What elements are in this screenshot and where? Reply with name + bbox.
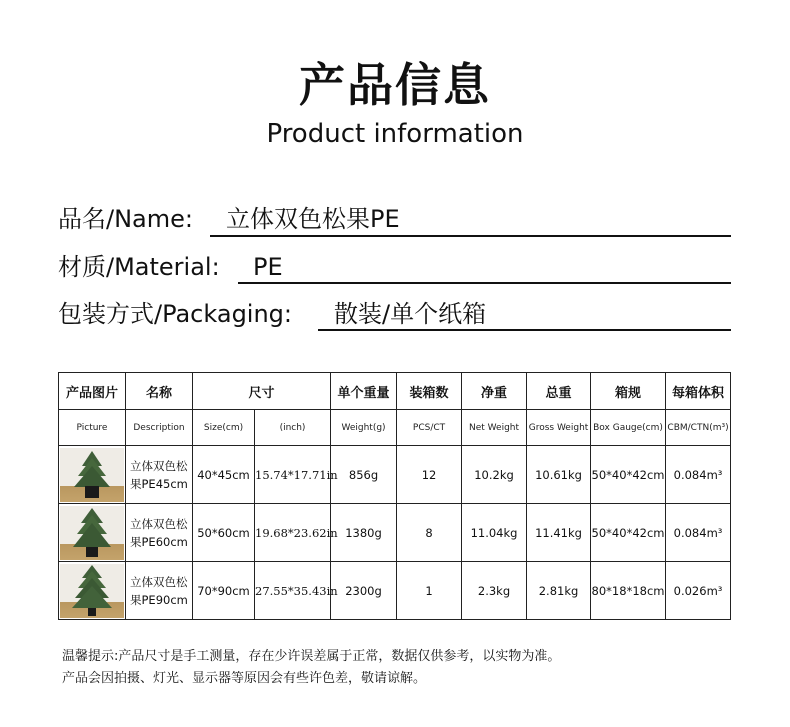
pcs-per-carton: 1: [397, 562, 462, 620]
table-row: [59, 562, 731, 620]
field-packaging-underline: [318, 329, 731, 331]
net-weight: 11.04kg: [462, 504, 527, 562]
pcs-per-carton: 12: [397, 446, 462, 504]
field-material-underline: [238, 282, 731, 284]
product-name-line2: 果PE90cm: [130, 592, 188, 607]
product-name-line1: 立体双色松: [130, 574, 188, 589]
field-packaging-label: 包装方式/Packaging:: [58, 300, 292, 328]
field-material: [58, 253, 283, 281]
carton-volume: 0.084m³: [666, 504, 731, 562]
carton-volume: 0.026m³: [666, 562, 731, 620]
net-weight: 10.2kg: [462, 446, 527, 504]
product-name-line1: 立体双色松: [130, 516, 188, 531]
product-name: [126, 446, 193, 504]
subheader-cbm: CBM/CTN(m³): [666, 410, 731, 446]
header-cbm: 每箱体积: [666, 373, 731, 410]
subheader-size-cm: Size(cm): [193, 410, 255, 446]
field-name-label: 品名/Name:: [58, 205, 193, 233]
pine-tree-icon: [60, 506, 124, 560]
product-name-line2: 果PE60cm: [130, 534, 188, 549]
size-inch: 27.55*35.43in: [255, 562, 331, 620]
header-weight: 单个重量: [331, 373, 397, 410]
field-material-label: 材质/Material:: [58, 253, 220, 281]
product-name: [126, 562, 193, 620]
subheader-pcs: PCS/CT: [397, 410, 462, 446]
product-photo-cell: [59, 504, 126, 562]
subheader-box: Box Gauge(cm): [591, 410, 666, 446]
field-name-value: 立体双色松果PE: [226, 205, 400, 233]
product-photo-cell: [59, 562, 126, 620]
subheader-weight: Weight(g): [331, 410, 397, 446]
size-cm: 50*60cm: [193, 504, 255, 562]
header-name: 名称: [126, 373, 193, 410]
field-material-value: PE: [253, 253, 283, 281]
table-row: [59, 446, 731, 504]
size-inch: 19.68*23.62in: [255, 504, 331, 562]
product-name-line2: 果PE45cm: [130, 476, 188, 491]
product-photo-cell: [59, 446, 126, 504]
subheader-net: Net Weight: [462, 410, 527, 446]
carton-volume: 0.084m³: [666, 446, 731, 504]
field-name: [58, 205, 400, 233]
net-weight: 2.3kg: [462, 562, 527, 620]
size-cm: 40*45cm: [193, 446, 255, 504]
table-row: [59, 504, 731, 562]
header-size: 尺寸: [193, 373, 331, 410]
field-packaging-value: 散装/单个纸箱: [334, 300, 487, 328]
subheader-description: Description: [126, 410, 193, 446]
gross-weight: 2.81kg: [527, 562, 591, 620]
pcs-per-carton: 8: [397, 504, 462, 562]
header-row-cn: [59, 373, 731, 410]
box-gauge: 50*40*42cm: [591, 504, 666, 562]
unit-weight: 856g: [331, 446, 397, 504]
header-pcs: 装箱数: [397, 373, 462, 410]
subheader-picture: Picture: [59, 410, 126, 446]
note-line-2: 产品会因拍摄、灯光、显示器等原因会有些许色差，敬请谅解。: [62, 671, 427, 686]
gross-weight: 10.61kg: [527, 446, 591, 504]
box-gauge: 80*18*18cm: [591, 562, 666, 620]
gross-weight: 11.41kg: [527, 504, 591, 562]
unit-weight: 2300g: [331, 562, 397, 620]
box-gauge: 50*40*42cm: [591, 446, 666, 504]
header-net: 净重: [462, 373, 527, 410]
note-line-1: 温馨提示:产品尺寸是手工测量，存在少许误差属于正常，数据仅供参考，以实物为准。: [62, 649, 561, 664]
subheader-size-inch: (inch): [255, 410, 331, 446]
field-packaging: [58, 300, 487, 328]
unit-weight: 1380g: [331, 504, 397, 562]
header-picture: 产品图片: [59, 373, 126, 410]
size-cm: 70*90cm: [193, 562, 255, 620]
product-photo: [60, 448, 124, 502]
page-title-cn: 产品信息: [299, 58, 491, 112]
pine-tree-icon: [60, 564, 124, 618]
field-name-underline: [210, 235, 731, 237]
size-inch: 15.74*17.71in: [255, 446, 331, 504]
product-photo: [60, 564, 124, 618]
product-name-line1: 立体双色松: [130, 458, 188, 473]
subheader-gross: Gross Weight: [527, 410, 591, 446]
header-box: 箱规: [591, 373, 666, 410]
notes: [62, 646, 560, 690]
header-gross: 总重: [527, 373, 591, 410]
product-name: [126, 504, 193, 562]
pine-tree-icon: [60, 448, 124, 502]
page-title-en: Product information: [266, 119, 524, 149]
product-photo: [60, 506, 124, 560]
header-row-en: [59, 410, 731, 446]
spec-table: [58, 372, 731, 620]
